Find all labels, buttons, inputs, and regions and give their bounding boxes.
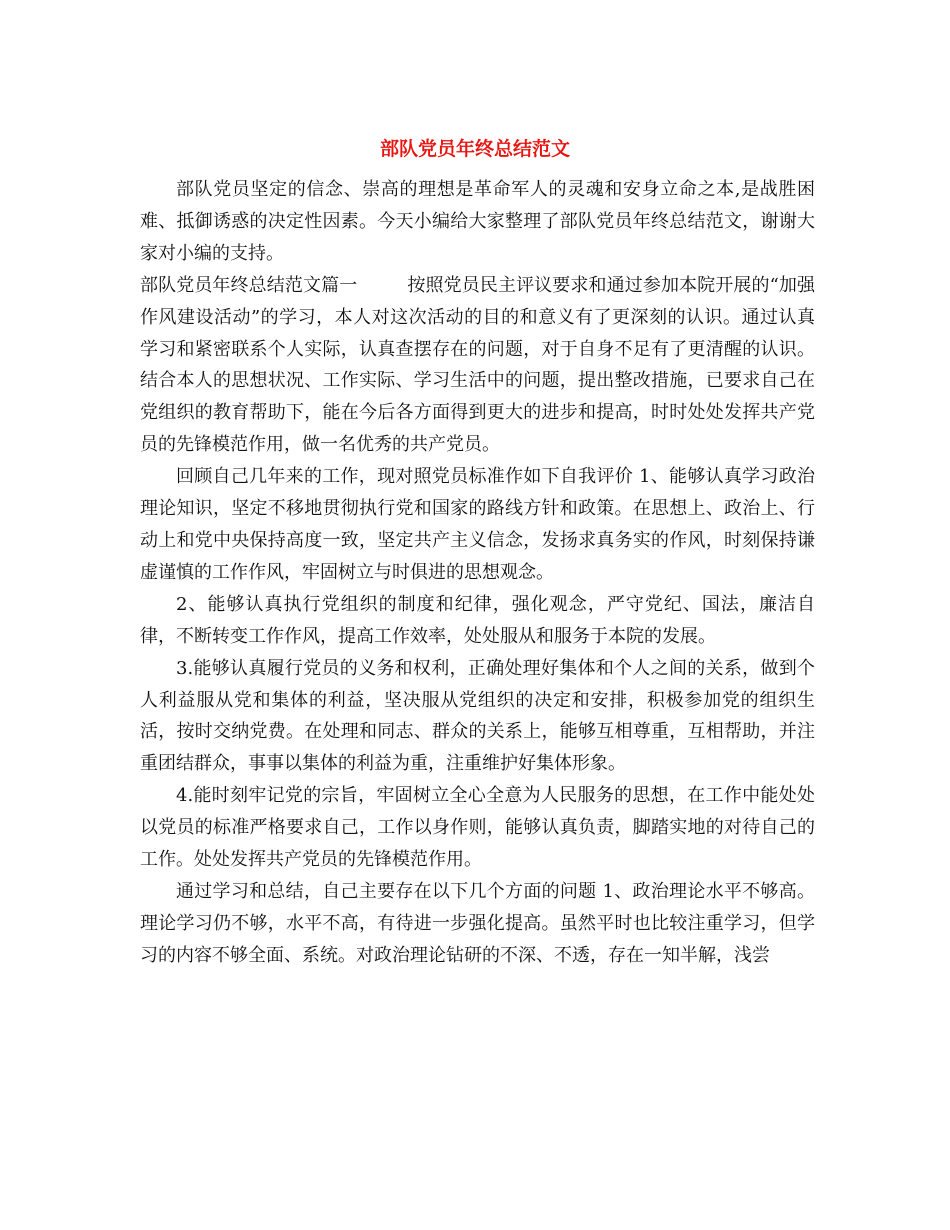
body-paragraph: 4.能时刻牢记党的宗旨，牢固树立全心全意为人民服务的思想，在工作中能处处以党员的标准严格要求自己，工作以身作则，能够认真负责，脚踏实地的对待自己的工作。处处发挥共产党员的先锋模范作用。	[140, 785, 815, 871]
section-first-paragraph-text: 按照党员民主评议要求和通过参加本院开展的“加强作风建设活动”的学习，本人对这次活动的目的和意义有了更深刻的认识。通过认真学习和紧密联系个人实际，认真查摆存在的问题，对于自身不足有了更清醒的认识。结合本人的思想状况、工作实际、学习生活中的问题，提出整改措施，已要求自己在党组织的教育帮助下，能在今后各方面得到更大的进步和提高，时时处处发挥共产党员的先锋模范作用，做一名优秀的共产党员。	[140, 274, 816, 456]
body-paragraph: 3.能够认真履行党员的义务和权利，正确处理好集体和个人之间的关系，做到个人利益服从党和集体的利益，坚决服从党组织的决定和安排，积极参加党的组织生活，按时交纳党费。在处理和同志、群众的关系上，能够互相尊重，互相帮助，并注重团结群众，事事以集体的利益为重，注重维护好集体形象。	[140, 657, 815, 775]
document-title: 部队党员年终总结范文	[379, 138, 570, 160]
body-paragraph: 回顾自己几年来的工作，现对照党员标准作如下自我评价 1、能够认真学习政治理论知识，坚定不移地贯彻执行党和国家的路线方针和政策。在思想上、政治上、行动上和党中央保持高度一致，坚定共产主义信念，发扬求真务实的作风，时刻保持谦虚谨慎的工作作风，牢固树立与时俱进的思想观念。	[140, 466, 815, 583]
body-paragraph: 2、能够认真执行党组织的制度和纪律，强化观念，严守党纪、国法，廉洁自律，不断转变工作作风，提高工作效率，处处服从和服务于本院的发展。	[140, 593, 815, 647]
section-heading: 部队党员年终总结范文篇一	[140, 274, 358, 296]
section-paragraph	[140, 270, 815, 461]
intro-paragraph: 部队党员坚定的信念、崇高的理想是革命军人的灵魂和安身立命之本,是战胜困难、抵御诱惑的决定性因素。今天小编给大家整理了部队党员年终总结范文，谢谢大家对小编的支持。	[140, 179, 815, 264]
body-paragraph: 通过学习和总结，自己主要存在以下几个方面的问题 1、政治理论水平不够高。理论学习仍不够，水平不高，有待进一步强化提高。虽然平时也比较注重学习，但学习的内容不够全面、系统。对政治理论钻研的不深、不透，存在一知半解，浅尝	[140, 880, 815, 966]
document-body	[140, 174, 815, 972]
